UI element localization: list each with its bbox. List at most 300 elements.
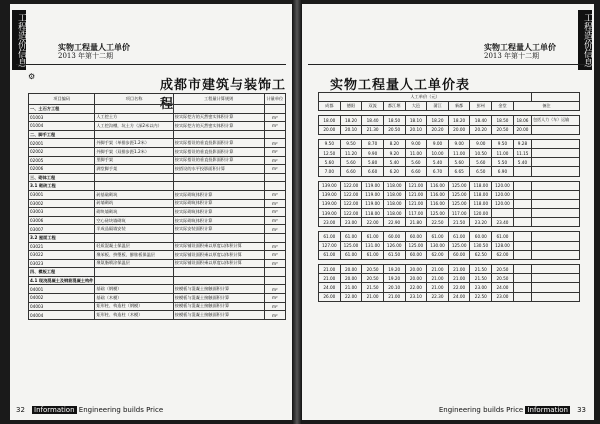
book-spine: [292, 0, 302, 424]
project-row: [29, 268, 286, 277]
header-subtitle-right: 2013 年第十二期: [484, 52, 540, 60]
price-cell: 122.00: [340, 181, 362, 190]
price-note-cell: [532, 209, 580, 218]
project-cell-unit: [264, 268, 285, 277]
price-cell: 61.00: [319, 232, 341, 241]
price-cell: 18.20: [340, 116, 362, 125]
price-cell: 125.00: [448, 241, 470, 250]
col-header-unit: 计量单位: [264, 94, 285, 105]
project-cell-name: 人工挖沟槽，坑土方（深2米以内）: [95, 122, 173, 131]
project-row: [29, 190, 286, 199]
price-cell: 9.00: [470, 139, 492, 148]
price-cell: 22.00: [340, 292, 362, 301]
project-cell-name: [95, 105, 173, 114]
price-cell: 5.40: [383, 158, 405, 167]
project-cell-code: 01004: [29, 122, 95, 131]
price-row: [319, 190, 580, 199]
price-cell: 117.00: [405, 209, 427, 218]
right-page: [302, 4, 594, 420]
price-cell: 18.06: [513, 116, 531, 125]
price-cell: 139.00: [319, 199, 341, 208]
project-row: [29, 285, 286, 294]
price-cell: 6.90: [492, 167, 514, 176]
price-note-cell: [532, 241, 580, 250]
price-cell: 127.00: [319, 241, 341, 250]
price-cell: 139.00: [319, 181, 341, 190]
price-cell: 20.10: [340, 125, 362, 134]
project-row: [29, 251, 286, 260]
price-cell: 5.80: [362, 158, 384, 167]
price-cell: 5.40: [427, 158, 449, 167]
price-cell: 125.00: [448, 181, 470, 190]
project-cell-name: [95, 233, 173, 242]
project-cell-rule: 按实际铺设面积乘以厚度以体积计算: [173, 242, 264, 251]
price-cell: 19.20: [383, 274, 405, 283]
project-cell-rule: 按实际挖方的天然密实体积计算: [173, 113, 264, 122]
project-cell-unit: [264, 130, 285, 139]
project-row: [29, 130, 286, 139]
project-cell-unit: m²: [264, 139, 285, 148]
right-footer-box: Information: [527, 406, 568, 414]
price-cell: [513, 274, 531, 283]
price-note-cell: [532, 148, 580, 157]
project-cell-unit: [264, 105, 285, 114]
price-cell: 121.00: [405, 190, 427, 199]
price-cell: 5.60: [405, 158, 427, 167]
price-cell: 61.00: [362, 232, 384, 241]
price-cell: [513, 199, 531, 208]
price-row: [319, 250, 580, 259]
price-cell: [513, 209, 531, 218]
project-cell-code: 03007: [29, 225, 95, 234]
price-cell: 6.70: [427, 167, 449, 176]
price-cell: 5.60: [319, 158, 341, 167]
price-cell: 118.00: [383, 190, 405, 199]
price-note-cell: [532, 190, 580, 199]
project-row: [29, 276, 286, 285]
project-cell-unit: m³: [264, 259, 285, 268]
project-cell-rule: 按实际挖方的天然密实体积计算: [173, 122, 264, 131]
project-row: [29, 259, 286, 268]
price-row: [319, 283, 580, 292]
project-cell-code: 02005: [29, 156, 95, 165]
price-cell: 21.50: [448, 218, 470, 227]
project-cell-rule: 按模板与混凝土接触面积计算: [173, 311, 264, 320]
project-cell-rule: 按实际搭设的垂直投影面积计算: [173, 147, 264, 156]
price-cell: 61.00: [319, 250, 341, 259]
price-cell: 122.00: [340, 209, 362, 218]
price-cell: 9.50: [319, 139, 341, 148]
price-cell: 5.60: [340, 158, 362, 167]
price-unit-header-row: [319, 93, 580, 102]
project-cell-name: 矩形柱、构造柱（木模）: [95, 311, 173, 320]
price-cell: 26.00: [319, 292, 341, 301]
project-cell-unit: m²: [264, 165, 285, 174]
price-cell: [513, 241, 531, 250]
price-cell: 122.00: [340, 190, 362, 199]
price-cell: 61.00: [362, 250, 384, 259]
price-cell: 139.00: [319, 190, 341, 199]
price-cell: 125.00: [448, 190, 470, 199]
project-cell-rule: 按模板与混凝土接触面积计算: [173, 285, 264, 294]
project-cell-name: [95, 130, 173, 139]
price-cell: 118.00: [470, 199, 492, 208]
price-note-cell: [532, 232, 580, 241]
price-cell: 21.50: [362, 283, 384, 292]
price-note-cell: [532, 167, 580, 176]
right-page-number: 33: [577, 406, 586, 414]
price-cell: 22.30: [427, 292, 449, 301]
price-cell: 19.20: [383, 265, 405, 274]
project-cell-unit: m³: [264, 242, 285, 251]
right-footer-text: Engineering builds Price: [438, 406, 524, 414]
price-cell: 21.00: [319, 274, 341, 283]
project-cell-name: 聚苯板、挤塑板、膨胀板保温层: [95, 251, 173, 260]
project-row: [29, 216, 286, 225]
price-cell: 7.00: [319, 167, 341, 176]
price-cell: 62.00: [492, 250, 514, 259]
price-note-cell: [532, 283, 580, 292]
price-cell: 120.00: [492, 181, 514, 190]
price-cell: 24.00: [492, 283, 514, 292]
price-cell: 11.00: [405, 148, 427, 157]
price-cell: 9.20: [383, 148, 405, 157]
project-cell-rule: 按实际砌筑体积计算: [173, 190, 264, 199]
header-rule-right: [308, 64, 588, 65]
price-cell: [492, 209, 514, 218]
price-cell: 121.00: [405, 181, 427, 190]
price-cell: [513, 181, 531, 190]
project-cell-name: [95, 182, 173, 191]
price-note-cell: [532, 125, 580, 134]
price-cell: 24.00: [448, 292, 470, 301]
project-row: [29, 147, 286, 156]
project-cell-unit: m³: [264, 113, 285, 122]
project-cell-unit: m²: [264, 302, 285, 311]
price-cell: 9.50: [340, 139, 362, 148]
price-cell: 6.60: [340, 167, 362, 176]
side-tab-right: 工程造价信息: [578, 10, 592, 70]
price-cell: 11.15: [513, 148, 531, 157]
project-cell-code: 04002: [29, 294, 95, 303]
price-cell: 130.50: [470, 241, 492, 250]
project-cell-unit: m³: [264, 190, 285, 199]
project-row: [29, 182, 286, 191]
price-cell: 20.00: [340, 274, 362, 283]
price-col-header: 大邑: [405, 102, 427, 111]
project-cell-name: 基础（钢模）: [95, 285, 173, 294]
price-cell: 118.00: [470, 181, 492, 190]
price-col-header: 双流: [362, 102, 384, 111]
price-col-header: 金堂: [492, 102, 514, 111]
price-note-cell: [532, 218, 580, 227]
project-cell-name: 轻质混凝土保温层: [95, 242, 173, 251]
price-cell: 61.00: [492, 232, 514, 241]
col-header-name: 项目名称: [95, 94, 173, 105]
price-cell: 60.00: [405, 232, 427, 241]
price-cell: 116.00: [427, 199, 449, 208]
price-col-header: 蒲江: [427, 102, 449, 111]
project-cell-unit: m²: [264, 225, 285, 234]
price-cell: 126.00: [383, 241, 405, 250]
project-cell-name: 砌块墙砌筑: [95, 208, 173, 217]
price-note-cell: 包括人力（车）运输: [532, 116, 580, 125]
price-cell: 20.10: [383, 283, 405, 292]
price-row: [319, 116, 580, 125]
price-note-cell: [532, 274, 580, 283]
price-cell: 62.50: [470, 250, 492, 259]
price-row: [319, 218, 580, 227]
project-cell-code: 四、模板工程: [29, 268, 95, 277]
right-main-title: 实物工程量人工单价表: [330, 78, 471, 93]
price-cell: 5.60: [470, 158, 492, 167]
price-cell: 118.00: [383, 181, 405, 190]
project-row: [29, 233, 286, 242]
project-row: [29, 105, 286, 114]
project-row: [29, 242, 286, 251]
project-cell-name: 满堂脚手架: [95, 165, 173, 174]
price-cell: 24.00: [319, 283, 341, 292]
price-col-header: 备注: [513, 102, 579, 111]
header-title-right: 实物工程量人工单价: [484, 42, 556, 52]
left-footer-box: Information: [34, 406, 75, 414]
price-note-cell: [532, 181, 580, 190]
price-cell: 23.00: [340, 218, 362, 227]
project-cell-code: 04001: [29, 285, 95, 294]
price-note-cell: [532, 250, 580, 259]
price-cell: 125.00: [427, 209, 449, 218]
price-cell: 125.00: [448, 199, 470, 208]
project-row: [29, 156, 286, 165]
price-cell: 20.00: [513, 125, 531, 134]
price-cell: 23.20: [470, 218, 492, 227]
project-table: [28, 93, 286, 320]
price-row: [319, 125, 580, 134]
price-cell: 20.00: [405, 274, 427, 283]
project-cell-code: 03006: [29, 216, 95, 225]
project-row: [29, 199, 286, 208]
project-cell-rule: 按实际搭设的垂直投影面积计算: [173, 139, 264, 148]
project-cell-code: 01003: [29, 113, 95, 122]
price-cell: [513, 218, 531, 227]
price-cell: 61.50: [383, 250, 405, 259]
project-cell-name: [95, 268, 173, 277]
project-row: [29, 208, 286, 217]
price-cell: 21.30: [362, 125, 384, 134]
project-cell-unit: m³: [264, 216, 285, 225]
price-col-header: 成都: [319, 102, 341, 111]
project-cell-code: 02002: [29, 147, 95, 156]
price-cell: 22.50: [470, 292, 492, 301]
price-cell: 118.00: [470, 190, 492, 199]
price-cell: 20.50: [492, 265, 514, 274]
header-title-left: 实物工程量人工单价: [58, 42, 130, 52]
project-cell-rule: 按模板与混凝土接触面积计算: [173, 302, 264, 311]
publisher-logo-icon: ⚙: [28, 72, 36, 81]
project-cell-rule: 按实际搭设的垂直投影面积计算: [173, 156, 264, 165]
project-cell-code: 02006: [29, 165, 95, 174]
price-cell: 21.00: [448, 265, 470, 274]
project-cell-rule: 按实际砌筑体积计算: [173, 199, 264, 208]
price-row: [319, 148, 580, 157]
price-cell: 21.00: [340, 283, 362, 292]
price-cell: 6.60: [362, 167, 384, 176]
project-cell-unit: m²: [264, 156, 285, 165]
price-cell: [513, 190, 531, 199]
project-row: [29, 173, 286, 182]
price-cell: 61.00: [427, 232, 449, 241]
project-cell-code: 03002: [29, 199, 95, 208]
price-cell: 18.50: [383, 116, 405, 125]
price-cell: 20.00: [448, 125, 470, 134]
price-cell: 23.00: [492, 292, 514, 301]
price-note-cell: [532, 139, 580, 148]
price-cell: 60.00: [383, 232, 405, 241]
price-cell: 21.50: [470, 274, 492, 283]
price-cell: 60.00: [448, 250, 470, 259]
project-cell-code: 03001: [29, 190, 95, 199]
price-cell: 22.00: [448, 283, 470, 292]
price-cell: 10.00: [427, 148, 449, 157]
price-row: [319, 292, 580, 301]
project-cell-rule: [173, 130, 264, 139]
project-cell-code: 04003: [29, 302, 95, 311]
price-row: [319, 274, 580, 283]
price-cell: [513, 265, 531, 274]
left-footer: [32, 406, 163, 414]
price-row: [319, 209, 580, 218]
price-cell: 60.00: [470, 232, 492, 241]
price-cell: 18.20: [427, 116, 449, 125]
price-cell: 20.20: [427, 125, 449, 134]
price-cell: 8.20: [383, 139, 405, 148]
project-cell-unit: m³: [264, 208, 285, 217]
project-cell-rule: [173, 182, 264, 191]
price-cell: 18.50: [492, 116, 514, 125]
project-cell-name: 里脚手架: [95, 156, 173, 165]
price-cell: 23.00: [319, 218, 341, 227]
price-cell: 22.90: [383, 218, 405, 227]
project-row: [29, 122, 286, 131]
right-footer: [439, 406, 570, 414]
price-cell: 23.00: [470, 283, 492, 292]
left-footer-text: Engineering builds Price: [78, 406, 164, 414]
project-row: [29, 294, 286, 303]
project-cell-name: [95, 173, 173, 182]
project-table-header: [29, 94, 286, 105]
price-cell: 9.00: [448, 139, 470, 148]
price-col-header: 德阳: [340, 102, 362, 111]
project-cell-name: 砖墙砌筑: [95, 199, 173, 208]
price-cell: 23.10: [405, 292, 427, 301]
project-cell-rule: [173, 233, 264, 242]
price-cell: 21.00: [427, 265, 449, 274]
project-cell-unit: m²: [264, 285, 285, 294]
price-cell: 18.00: [319, 116, 341, 125]
price-cell: 5.50: [492, 158, 514, 167]
price-table-header: [319, 102, 580, 111]
price-cell: 61.00: [340, 250, 362, 259]
price-cell: 21.00: [427, 283, 449, 292]
price-cell: 9.28: [513, 139, 531, 148]
price-cell: 22.50: [427, 218, 449, 227]
project-cell-rule: [173, 105, 264, 114]
price-cell: [513, 232, 531, 241]
price-cell: 10.50: [470, 148, 492, 157]
price-cell: 6.65: [448, 167, 470, 176]
price-cell: 21.00: [362, 292, 384, 301]
project-cell-code: 3.2 屋面工程: [29, 233, 95, 242]
project-cell-rule: [173, 173, 264, 182]
price-cell: 21.00: [383, 292, 405, 301]
price-cell: 18.40: [362, 116, 384, 125]
price-unit-header: 人工单价（元）: [319, 93, 532, 102]
col-header-code: 项目编码: [29, 94, 95, 105]
project-cell-rule: 按实际铺设面积乘以厚度以体积计算: [173, 259, 264, 268]
price-col-header: 都江堰: [383, 102, 405, 111]
price-cell: 20.50: [492, 274, 514, 283]
project-row: [29, 165, 286, 174]
project-cell-code: 4.1 现浇混凝土及钢筋混凝土构件: [29, 276, 95, 285]
price-cell: 118.00: [383, 209, 405, 218]
project-cell-rule: 按实际砌筑体积计算: [173, 216, 264, 225]
price-cell: 119.00: [362, 199, 384, 208]
project-cell-code: 02001: [29, 139, 95, 148]
project-cell-code: 二、脚手工程: [29, 130, 95, 139]
price-row: [319, 139, 580, 148]
price-cell: 20.50: [492, 125, 514, 134]
project-cell-code: 04004: [29, 311, 95, 320]
project-cell-name: 砖基础砌筑: [95, 190, 173, 199]
project-cell-rule: 按模板与混凝土接触面积计算: [173, 294, 264, 303]
project-cell-name: 聚氨脂喷涂保温层: [95, 259, 173, 268]
price-cell: 9.50: [492, 139, 514, 148]
project-cell-unit: m²: [264, 294, 285, 303]
project-cell-unit: [264, 276, 285, 285]
project-row: [29, 302, 286, 311]
price-cell: 128.00: [492, 241, 514, 250]
left-page-number: 32: [16, 406, 25, 414]
price-cell: 5.40: [513, 158, 531, 167]
price-cell: 6.20: [383, 167, 405, 176]
price-cell: 60.00: [405, 250, 427, 259]
price-cell: 9.00: [405, 139, 427, 148]
price-cell: 5.60: [448, 158, 470, 167]
price-cell: 125.00: [340, 241, 362, 250]
price-cell: 20.50: [362, 274, 384, 283]
price-cell: 8.70: [362, 139, 384, 148]
project-row: [29, 139, 286, 148]
price-cell: 118.00: [362, 209, 384, 218]
price-cell: [513, 167, 531, 176]
price-cell: 117.00: [448, 209, 470, 218]
price-cell: 120.00: [492, 199, 514, 208]
project-cell-unit: [264, 233, 285, 242]
project-cell-unit: m²: [264, 311, 285, 320]
project-row: [29, 311, 286, 320]
project-cell-rule: 按实际砌筑体积计算: [173, 208, 264, 217]
side-tab-left: 工程造价信息: [12, 10, 26, 70]
price-cell: [513, 292, 531, 301]
project-cell-code: 03022: [29, 251, 95, 260]
price-cell: [513, 250, 531, 259]
price-cell: 20.50: [362, 265, 384, 274]
price-cell: 62.00: [427, 250, 449, 259]
project-cell-name: 外脚手架（双排步距1.2米）: [95, 147, 173, 156]
header-subtitle-left: 2013 年第十二期: [58, 52, 114, 60]
project-cell-name: [95, 276, 173, 285]
project-cell-unit: m³: [264, 122, 285, 131]
